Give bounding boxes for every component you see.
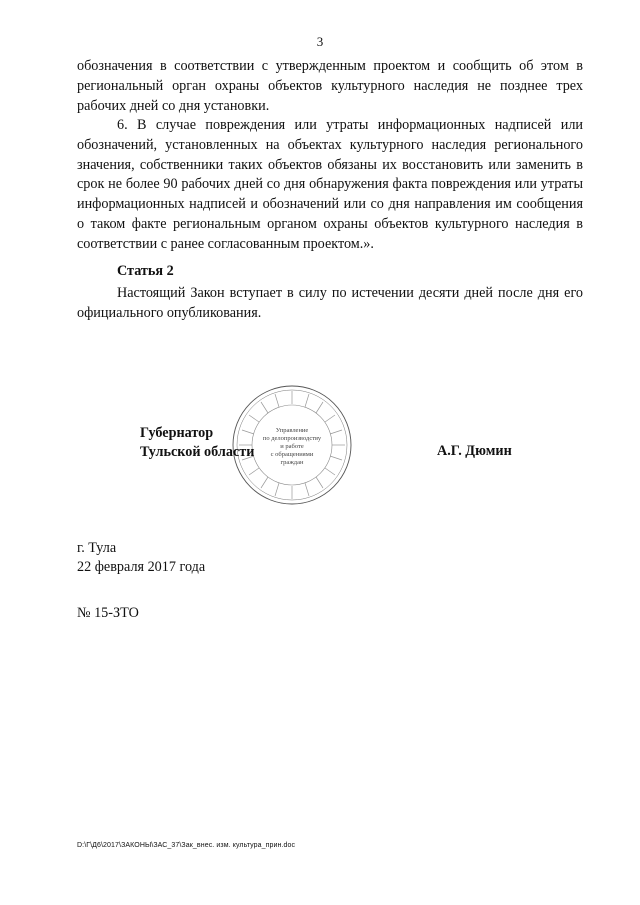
seal-line-5: граждан (280, 459, 304, 466)
seal-line-2: по делопроизводству (262, 435, 322, 442)
paragraph-continuation (77, 57, 583, 116)
paragraph-6-text: 6. В случае повреждения или утраты информационных надписей или обозначений, установленных на объектах культурного наследия регионального значения, собственники таких объектов обязаны их восстановить или заменить в срок не более 90 рабочих дней со дня обнаружения факта повреждения или утраты информационных надписей и обозначений или со дня направления им сообщения о таком факте региональным органом охраны объектов культурного наследия в соответствии с ранее согласованным проектом.». (77, 117, 583, 252)
article-2-text: Настоящий Закон вступает в силу по истечении десяти дней после дня его официального опубликования. (77, 285, 583, 321)
footer-file-path: D:\Г\Д6\2017\ЗАКОНЫ\ЗАС_37\Зак_внес. изм. культура_прин.doc (77, 842, 296, 849)
signatory-title (140, 424, 254, 462)
paragraph-6 (77, 116, 583, 255)
page-number: 3 (316, 34, 324, 49)
date: 22 февраля 2017 года (77, 558, 206, 575)
seal-line-4: с обращениями (270, 451, 314, 458)
seal-line-3: и работе (280, 443, 304, 450)
article-2-body (77, 284, 583, 324)
law-number: № 15-ЗТО (77, 605, 139, 621)
signatory-name: А.Г. Дюмин (437, 443, 512, 459)
paragraph-continuation-text: обозначения в соответствии с утвержденным проектом и сообщить об этом в региональный орган охраны объектов культурного наследия не позднее трех рабочих дней со дня установки. (77, 58, 583, 114)
signatory-title-line-1: Губернатор (140, 425, 214, 441)
signatory-title-line-2: Тульской области (140, 444, 255, 460)
seal-line-1: Управление (275, 427, 309, 434)
article-2-title: Статья 2 (117, 263, 174, 279)
place: г. Тула (77, 540, 117, 556)
place-and-date (77, 539, 205, 576)
